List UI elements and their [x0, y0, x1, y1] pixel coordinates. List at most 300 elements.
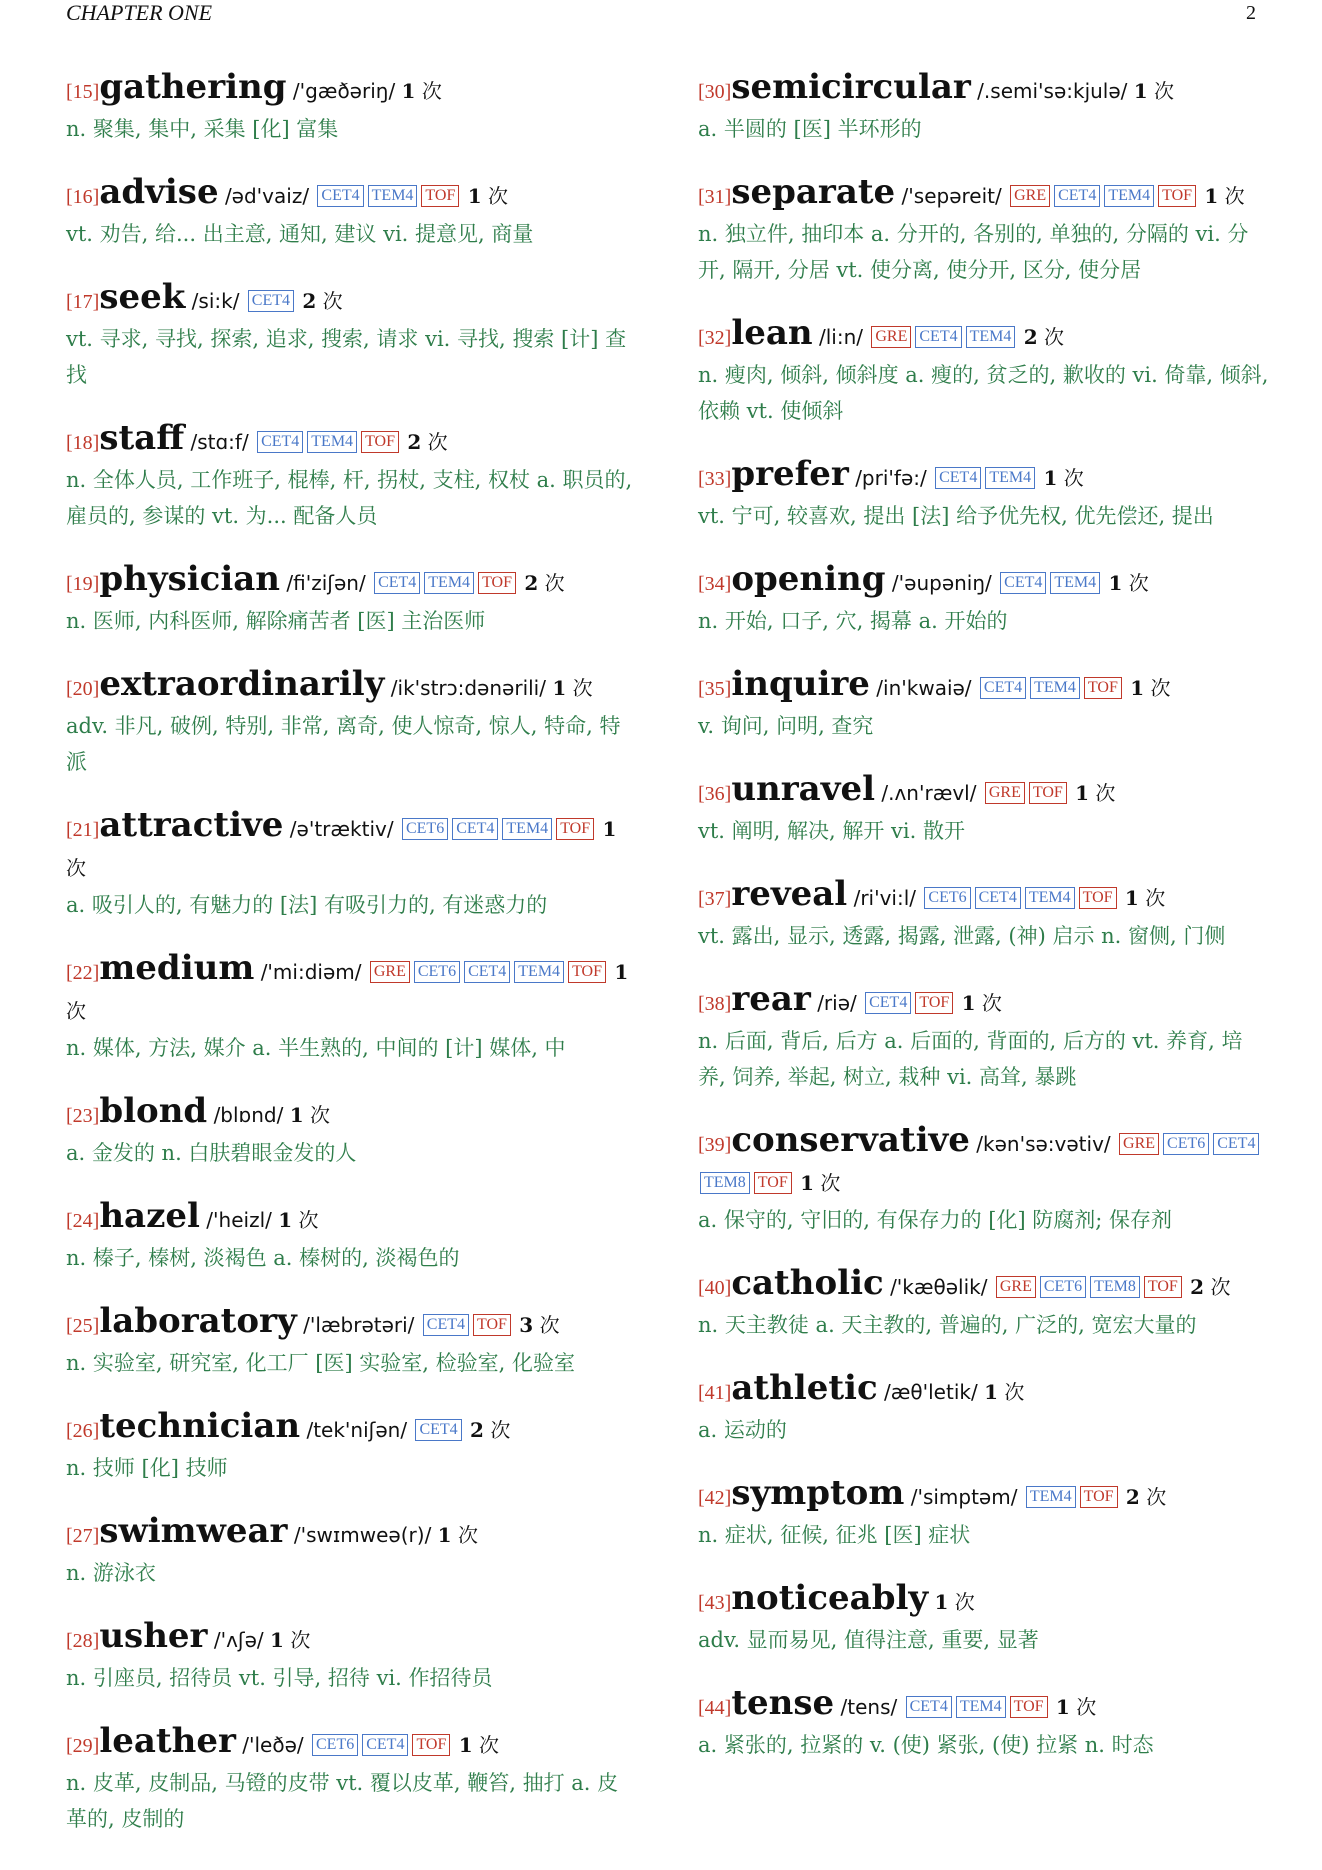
vocab-entry	[698, 173, 1270, 288]
count-unit: 次	[1095, 781, 1116, 805]
vocab-entry	[66, 68, 638, 147]
entry-head	[698, 1369, 1270, 1412]
definition: n. 技师 [化] 技师	[66, 1456, 228, 1480]
exam-tag: TEM4	[424, 572, 474, 594]
count-unit: 次	[1044, 325, 1065, 349]
exam-tag: CET4	[374, 572, 420, 594]
entry-number: [37]	[698, 888, 732, 910]
entry-number: [33]	[698, 468, 732, 490]
exam-tag: TOF	[473, 1314, 511, 1336]
exam-tag: TOF	[1010, 1696, 1048, 1718]
vocab-entry	[66, 1302, 638, 1381]
definition-line	[698, 813, 1270, 849]
occurrence-count	[1198, 184, 1245, 208]
definition-line	[698, 1622, 1270, 1658]
vocab-entry	[698, 1121, 1270, 1238]
entry-head	[66, 1407, 638, 1450]
definition-line	[698, 216, 1270, 288]
definition-line	[66, 1765, 638, 1837]
definition-line	[698, 708, 1270, 744]
exam-tag: TOF	[1029, 782, 1067, 804]
definition: n. 症状, 征候, 征兆 [医] 症状	[698, 1523, 971, 1547]
definition-line	[698, 1023, 1270, 1095]
vocab-entry	[66, 173, 638, 252]
entry-head	[698, 1684, 1270, 1727]
exam-tag: TEM4	[514, 961, 564, 983]
count-unit: 次	[1128, 571, 1149, 595]
entry-number: [43]	[698, 1592, 732, 1614]
vocab-entry	[66, 665, 638, 780]
count-unit: 次	[1210, 1275, 1231, 1299]
pronunciation: /ə'træktiv/	[289, 817, 394, 841]
entry-number: [22]	[66, 962, 100, 984]
count-value: 2	[1125, 1485, 1140, 1509]
definition: adv. 非凡, 破例, 特别, 非常, 离奇, 使人惊奇, 惊人, 特命, 特派	[66, 714, 621, 774]
vocab-entry	[698, 665, 1270, 744]
exam-tag: TEM4	[502, 818, 552, 840]
definition-line	[698, 1202, 1270, 1238]
definition: n. 聚集, 集中, 采集 [化] 富集	[66, 117, 339, 141]
headword: hazel	[99, 1196, 200, 1236]
exam-tag: CET4	[1000, 572, 1046, 594]
pronunciation: /tens/	[840, 1695, 898, 1719]
count-unit: 次	[1154, 79, 1175, 103]
vocab-entry	[698, 455, 1270, 534]
pronunciation: /'ʌʃə/	[213, 1628, 264, 1652]
count-unit: 次	[457, 1523, 478, 1547]
entry-head	[698, 173, 1270, 216]
occurrence-count	[1120, 1485, 1167, 1509]
pronunciation: /'əupəniŋ/	[891, 571, 992, 595]
pronunciation: /fi'ziʃən/	[286, 571, 366, 595]
vocab-entry	[698, 980, 1270, 1095]
count-value: 1	[467, 184, 482, 208]
pronunciation: /ik'strɔ:dənərili/	[390, 676, 546, 700]
entry-number: [29]	[66, 1735, 100, 1757]
count-value: 2	[524, 571, 539, 595]
count-value: 1	[1133, 79, 1148, 103]
entry-head	[66, 1197, 638, 1240]
vocab-entry	[698, 560, 1270, 639]
entry-head	[66, 68, 638, 111]
definition-line	[66, 1030, 638, 1066]
occurrence-count	[452, 1733, 499, 1757]
count-value: 1	[1204, 184, 1219, 208]
count-unit: 次	[1150, 676, 1171, 700]
chapter-title: CHAPTER ONE	[66, 0, 213, 25]
vocab-entry	[66, 1617, 638, 1696]
exam-tag: TEM4	[1050, 572, 1100, 594]
headword: medium	[99, 948, 255, 988]
occurrence-count	[1050, 1695, 1097, 1719]
definition: vt. 露出, 显示, 透露, 揭露, 泄露, (神) 启示 n. 窗侧, 门侧	[698, 924, 1226, 948]
headword: symptom	[731, 1473, 905, 1513]
definition: n. 医师, 内科医师, 解除痛苦者 [医] 主治医师	[66, 609, 486, 633]
headword: semicircular	[731, 67, 971, 107]
vocab-entry	[66, 1722, 638, 1837]
definition: adv. 显而易见, 值得注意, 重要, 显著	[698, 1628, 1039, 1652]
entry-number: [17]	[66, 291, 100, 313]
occurrence-count	[402, 79, 442, 103]
entry-number: [44]	[698, 1697, 732, 1719]
exam-tag: CET4	[975, 887, 1021, 909]
count-unit: 次	[490, 1418, 511, 1442]
definition: n. 实验室, 研究室, 化工厂 [医] 实验室, 检验室, 化验室	[66, 1351, 576, 1375]
definition-line	[66, 1555, 638, 1591]
pronunciation: /'læbrətəri/	[303, 1313, 415, 1337]
definition: n. 全体人员, 工作班子, 棍棒, 杆, 拐杖, 支柱, 权杖 a. 职员的, 雇员的, 参谋的 vt. 为... 配备人员	[66, 468, 633, 528]
entry-number: [15]	[66, 81, 100, 103]
definition-line	[66, 1345, 638, 1381]
occurrence-count	[278, 1208, 318, 1232]
count-unit: 次	[954, 1590, 975, 1614]
headword: lean	[731, 313, 813, 353]
exam-tag: TEM4	[368, 185, 418, 207]
definition-line	[66, 708, 638, 780]
entry-head	[66, 1617, 638, 1660]
definition: v. 询问, 问明, 查究	[698, 714, 874, 738]
definition-line	[698, 111, 1270, 147]
definition: n. 媒体, 方法, 媒介 a. 半生熟的, 中间的 [计] 媒体, 中	[66, 1036, 566, 1060]
exam-tag: CET4	[317, 185, 363, 207]
exam-tag: TOF	[1080, 1486, 1118, 1508]
definition: n. 榛子, 榛树, 淡褐色 a. 榛树的, 淡褐色的	[66, 1246, 460, 1270]
definition-line	[698, 1727, 1270, 1763]
occurrence-count	[1102, 571, 1149, 595]
entry-head	[66, 173, 638, 216]
exam-tag: TEM4	[1025, 887, 1075, 909]
headword: staff	[99, 418, 185, 458]
exam-tag: CET4	[415, 1419, 461, 1441]
count-value: 2	[1023, 325, 1038, 349]
occurrence-count	[296, 289, 343, 313]
vocab-entry	[66, 419, 638, 534]
count-value: 1	[800, 1171, 814, 1195]
headword: inquire	[731, 664, 870, 704]
count-unit: 次	[421, 79, 442, 103]
exam-tag: GRE	[985, 782, 1025, 804]
entry-head	[698, 980, 1270, 1023]
exam-tag: TOF	[1079, 887, 1117, 909]
pronunciation: /'gæðəriŋ/	[292, 79, 396, 103]
exam-tag: TEM4	[966, 326, 1016, 348]
definition: a. 保守的, 守旧的, 有保存力的 [化] 防腐剂; 保存剂	[698, 1208, 1173, 1232]
occurrence-count	[794, 1171, 841, 1195]
definition-line	[66, 111, 638, 147]
count-value: 2	[407, 430, 422, 454]
entry-number: [40]	[698, 1277, 732, 1299]
exam-tag: GRE	[1119, 1133, 1159, 1155]
headword: blond	[99, 1091, 208, 1131]
occurrence-count	[1037, 466, 1084, 490]
entry-number: [18]	[66, 432, 100, 454]
exam-tag: CET6	[1040, 1276, 1086, 1298]
count-value: 1	[1055, 1695, 1070, 1719]
exam-tag: TEM8	[1090, 1276, 1140, 1298]
pronunciation: /'simptəm/	[910, 1485, 1018, 1509]
vocab-entry	[698, 1369, 1270, 1448]
headword: swimwear	[99, 1511, 288, 1551]
entry-number: [26]	[66, 1420, 100, 1442]
entry-head	[698, 560, 1270, 603]
exam-tag: TEM4	[307, 431, 357, 453]
entry-head	[698, 665, 1270, 708]
count-value: 1	[552, 676, 567, 700]
exam-tag: TEM4	[956, 1696, 1006, 1718]
entry-head	[698, 1474, 1270, 1517]
occurrence-count	[518, 571, 565, 595]
exam-tag: CET4	[1054, 185, 1100, 207]
pronunciation: /.ʌn'rævl/	[881, 781, 977, 805]
occurrence-count	[1134, 79, 1174, 103]
count-value: 2	[470, 1418, 484, 1442]
headword: advise	[99, 172, 219, 212]
vocab-entry	[698, 314, 1270, 429]
exam-tag: CET4	[980, 677, 1026, 699]
headword: opening	[731, 559, 886, 599]
exam-tag: TEM4	[1030, 677, 1080, 699]
entry-number: [39]	[698, 1134, 732, 1156]
count-value: 1	[401, 79, 416, 103]
headword: tense	[731, 1683, 835, 1723]
entry-head	[66, 278, 638, 321]
headword: rear	[731, 979, 811, 1019]
headword: athletic	[731, 1368, 878, 1408]
definition-line	[698, 1517, 1270, 1553]
entry-head	[698, 770, 1270, 813]
headword: conservative	[731, 1120, 970, 1160]
exam-tag: CET4	[257, 431, 303, 453]
exam-tag: CET4	[452, 818, 498, 840]
count-value: 3	[519, 1313, 534, 1337]
count-value: 2	[1190, 1275, 1205, 1299]
definition: n. 独立件, 抽印本 a. 分开的, 各别的, 单独的, 分隔的 vi. 分开, 隔开, 分居 vt. 使分离, 使分开, 区分, 使分居	[698, 222, 1249, 282]
exam-tag: CET6	[414, 961, 460, 983]
pronunciation: /pri'fə:/	[855, 466, 927, 490]
headword: catholic	[731, 1263, 884, 1303]
count-value: 1	[934, 1590, 949, 1614]
vocab-entry	[66, 1512, 638, 1591]
count-value: 1	[1075, 781, 1090, 805]
exam-tag: GRE	[370, 961, 410, 983]
vocab-entry	[66, 1197, 638, 1276]
entry-number: [20]	[66, 678, 100, 700]
definition-line	[698, 1307, 1270, 1343]
left-column	[66, 68, 638, 1863]
definition-line	[66, 887, 638, 923]
entry-number: [16]	[66, 186, 100, 208]
count-unit: 次	[310, 1103, 330, 1127]
entry-head	[66, 949, 638, 1030]
occurrence-count	[1184, 1275, 1231, 1299]
occurrence-count	[464, 1418, 511, 1442]
count-unit: 次	[572, 676, 593, 700]
pronunciation: /'heizl/	[206, 1208, 272, 1232]
pronunciation: /kən'sə:vətiv/	[976, 1132, 1111, 1156]
definition-line	[66, 1660, 638, 1696]
definition: vt. 宁可, 较喜欢, 提出 [法] 给予优先权, 优先偿还, 提出	[698, 504, 1214, 528]
entry-number: [24]	[66, 1210, 100, 1232]
occurrence-count	[1017, 325, 1064, 349]
occurrence-count	[955, 991, 1002, 1015]
pronunciation: /ri'vi:l/	[853, 886, 917, 910]
entry-head	[66, 1722, 638, 1765]
exam-tag: TOF	[1084, 677, 1122, 699]
entry-number: [32]	[698, 327, 732, 349]
vocab-entry	[698, 1684, 1270, 1763]
count-unit: 次	[539, 1313, 560, 1337]
definition-line	[698, 1412, 1270, 1448]
count-value: 1	[602, 817, 617, 841]
count-unit: 次	[1076, 1695, 1097, 1719]
definition-line	[66, 603, 638, 639]
count-unit: 次	[1145, 886, 1166, 910]
occurrence-count	[1124, 676, 1171, 700]
exam-tag: CET6	[312, 1734, 358, 1756]
pronunciation: /'mi:diəm/	[260, 960, 362, 984]
count-value: 1	[961, 991, 976, 1015]
headword: seek	[99, 277, 186, 317]
definition: n. 引座员, 招待员 vt. 引导, 招待 vi. 作招待员	[66, 1666, 493, 1690]
entry-number: [21]	[66, 819, 100, 841]
count-unit: 次	[66, 999, 86, 1023]
vocab-entry	[698, 1579, 1270, 1658]
page-header	[66, 0, 1256, 30]
count-unit: 次	[1224, 184, 1245, 208]
occurrence-count	[270, 1628, 310, 1652]
definition: vt. 阐明, 解决, 解开 vi. 散开	[698, 819, 965, 843]
definition: a. 半圆的 [医] 半环形的	[698, 117, 922, 141]
count-unit: 次	[427, 430, 448, 454]
exam-tag: CET4	[362, 1734, 408, 1756]
definition: n. 皮革, 皮制品, 马镫的皮带 vt. 覆以皮革, 鞭笞, 抽打 a. 皮革的, 皮制的	[66, 1771, 619, 1831]
definition: n. 天主教徒 a. 天主教的, 普遍的, 广泛的, 宽宏大量的	[698, 1313, 1197, 1337]
pronunciation: /'sepəreit/	[901, 184, 1002, 208]
definition-line	[66, 1135, 638, 1171]
exam-tag: TOF	[361, 431, 399, 453]
vocab-entry	[66, 1407, 638, 1486]
entry-number: [30]	[698, 81, 732, 103]
count-value: 1	[270, 1628, 284, 1652]
definition: vt. 劝告, 给... 出主意, 通知, 建议 vi. 提意见, 商量	[66, 222, 534, 246]
pronunciation: /'swɪmweə(r)/	[293, 1523, 432, 1547]
pronunciation: /riə/	[817, 991, 857, 1015]
exam-tag: TOF	[568, 961, 606, 983]
exam-tag: TOF	[1144, 1276, 1182, 1298]
exam-tag: CET6	[1163, 1133, 1209, 1155]
definition-line	[698, 918, 1270, 954]
definition-line	[698, 357, 1270, 429]
pronunciation: /si:k/	[191, 289, 240, 313]
exam-tag: CET4	[865, 992, 911, 1014]
occurrence-count	[290, 1103, 330, 1127]
exam-tag: GRE	[871, 326, 911, 348]
vocab-entry	[698, 770, 1270, 849]
count-unit: 次	[479, 1733, 500, 1757]
pronunciation: /æθ'letik/	[884, 1380, 978, 1404]
right-column	[698, 68, 1270, 1789]
occurrence-count	[552, 676, 592, 700]
occurrence-count	[1119, 886, 1166, 910]
vocab-entry	[698, 68, 1270, 147]
count-value: 1	[1108, 571, 1123, 595]
exam-tag: GRE	[996, 1276, 1036, 1298]
exam-tag: TEM8	[700, 1172, 750, 1194]
exam-tag: GRE	[1010, 185, 1050, 207]
definition-line	[66, 462, 638, 534]
entry-head	[66, 1092, 638, 1135]
count-value: 1	[1130, 676, 1145, 700]
pronunciation: /.semi'sə:kjulə/	[977, 79, 1128, 103]
exam-tag: CET4	[423, 1314, 469, 1336]
exam-tag: CET4	[1213, 1133, 1259, 1155]
pronunciation: /'kæθəlik/	[890, 1275, 988, 1299]
definition: a. 紧张的, 拉紧的 v. (使) 紧张, (使) 拉紧 n. 时态	[698, 1733, 1154, 1757]
count-unit: 次	[981, 991, 1002, 1015]
exam-tag: CET6	[924, 887, 970, 909]
pronunciation: /əd'vaiz/	[224, 184, 310, 208]
headword: extraordinarily	[99, 664, 385, 704]
entry-head	[698, 1579, 1270, 1622]
entry-number: [34]	[698, 573, 732, 595]
exam-tag: CET4	[906, 1696, 952, 1718]
definition: n. 瘦肉, 倾斜, 倾斜度 a. 瘦的, 贫乏的, 歉收的 vi. 倚靠, 倾斜, 依赖 vt. 使倾斜	[698, 363, 1269, 423]
headword: gathering	[99, 67, 287, 107]
entry-number: [41]	[698, 1382, 732, 1404]
vocab-entry	[66, 949, 638, 1066]
entry-head	[698, 1121, 1270, 1202]
pronunciation: /'leðə/	[242, 1733, 304, 1757]
exam-tag: TOF	[754, 1172, 792, 1194]
definition-line	[66, 321, 638, 393]
occurrence-count	[513, 1313, 560, 1337]
exam-tag: TEM4	[985, 467, 1035, 489]
entry-number: [31]	[698, 186, 732, 208]
entry-head	[66, 665, 638, 708]
vocab-entry	[66, 1092, 638, 1171]
headword: reveal	[731, 874, 848, 914]
entry-number: [42]	[698, 1487, 732, 1509]
pronunciation: /blɒnd/	[213, 1103, 284, 1127]
exam-tag: CET4	[464, 961, 510, 983]
entry-number: [23]	[66, 1105, 100, 1127]
definition: a. 金发的 n. 白肤碧眼金发的人	[66, 1141, 357, 1165]
entry-number: [35]	[698, 678, 732, 700]
pronunciation: /stɑ:f/	[190, 430, 249, 454]
vocab-entry	[698, 1264, 1270, 1343]
entry-number: [28]	[66, 1630, 100, 1652]
exam-tag: TOF	[478, 572, 516, 594]
vocab-entry	[66, 278, 638, 393]
count-value: 1	[458, 1733, 473, 1757]
entry-head	[698, 68, 1270, 111]
pronunciation: /tek'niʃən/	[306, 1418, 408, 1442]
vocab-entry	[698, 1474, 1270, 1553]
exam-tag: TOF	[915, 992, 953, 1014]
count-unit: 次	[66, 856, 86, 880]
exam-tag: CET4	[248, 290, 294, 312]
headword: separate	[731, 172, 896, 212]
headword: leather	[99, 1721, 236, 1761]
vocab-entry	[66, 806, 638, 923]
count-unit: 次	[290, 1628, 311, 1652]
headword: usher	[99, 1616, 208, 1656]
occurrence-count	[438, 1523, 478, 1547]
entry-head	[698, 314, 1270, 357]
definition-line	[66, 1240, 638, 1276]
count-value: 1	[437, 1523, 452, 1547]
entry-head	[698, 455, 1270, 498]
